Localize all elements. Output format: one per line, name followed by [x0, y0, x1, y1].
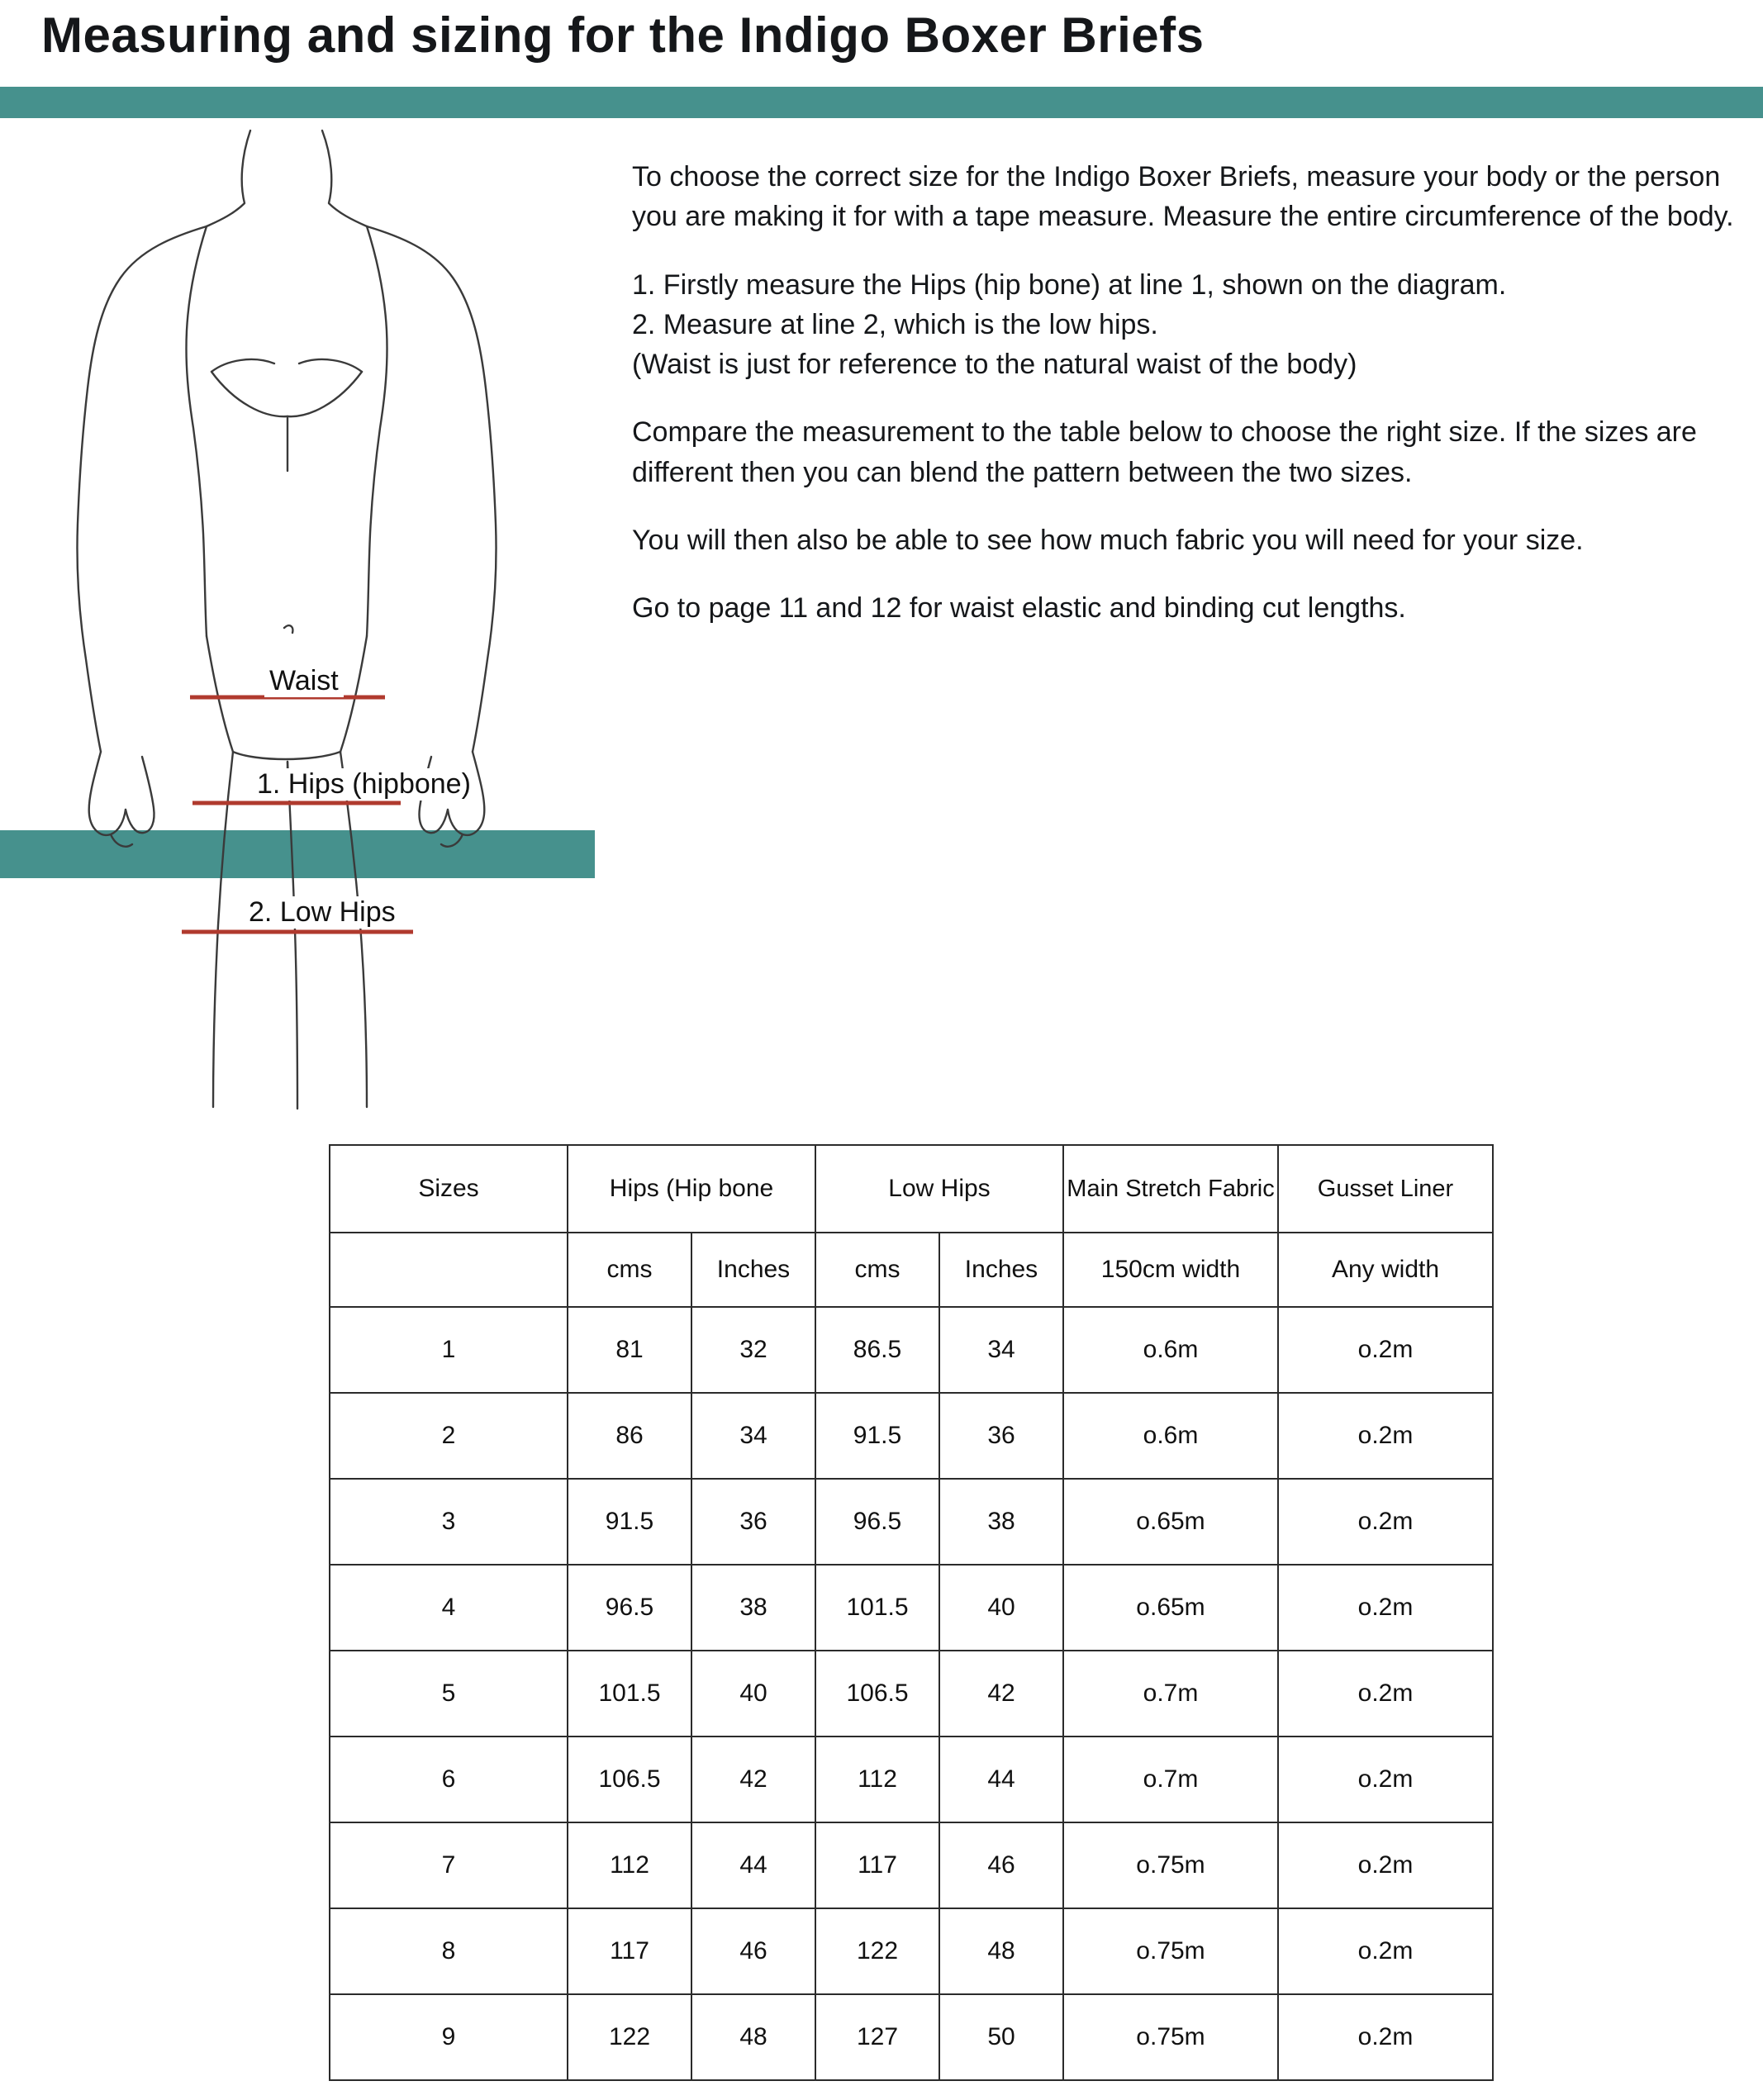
cell-gusset: o.2m: [1278, 1994, 1493, 2080]
cell-gusset: o.2m: [1278, 1479, 1493, 1565]
intro-step-2: 2. Measure at line 2, which is the low hips.: [632, 308, 1158, 340]
table-row: [330, 1393, 1493, 1479]
unit-hips-cms: cms: [568, 1233, 691, 1307]
cell-gusset: o.2m: [1278, 1393, 1493, 1479]
cell-low-hips-inches: 38: [939, 1479, 1063, 1565]
cell-hips-inches: 34: [691, 1393, 815, 1479]
cell-hips-inches: 46: [691, 1908, 815, 1994]
unit-fabric-width: 150cm width: [1063, 1233, 1278, 1307]
header-low-hips: Low Hips: [815, 1145, 1063, 1233]
header-gusset-liner: Gusset Liner: [1278, 1145, 1493, 1233]
table-row: [330, 1479, 1493, 1565]
header-sizes: Sizes: [330, 1145, 568, 1233]
cell-hips-cms: 81: [568, 1307, 691, 1393]
cell-low-hips-cms: 127: [815, 1994, 939, 2080]
unit-hips-inches: Inches: [691, 1233, 815, 1307]
cell-size: 9: [330, 1994, 568, 2080]
intro-paragraph-5: Go to page 11 and 12 for waist elastic and binding cut lengths.: [632, 592, 1406, 625]
size-table: [329, 1144, 1494, 2081]
table-body: [330, 1307, 1493, 2080]
body-measurement-diagram: [50, 124, 611, 1115]
cell-hips-inches: 36: [691, 1479, 815, 1565]
cell-fabric: o.6m: [1063, 1393, 1278, 1479]
cell-low-hips-cms: 96.5: [815, 1479, 939, 1565]
cell-hips-inches: 40: [691, 1651, 815, 1737]
table-row: [330, 1737, 1493, 1822]
waist-label: Waist: [264, 665, 344, 697]
cell-size: 8: [330, 1908, 568, 1994]
intro-paragraph-3: Compare the measurement to the table below to choose the right size. If the sizes are different then you can blend the pattern between the two sizes.: [632, 416, 1697, 488]
instructions-block: [632, 157, 1743, 656]
cell-low-hips-inches: 36: [939, 1393, 1063, 1479]
cell-size: 7: [330, 1822, 568, 1908]
cell-fabric: o.6m: [1063, 1307, 1278, 1393]
cell-gusset: o.2m: [1278, 1307, 1493, 1393]
low-hips-label: 2. Low Hips: [244, 896, 401, 929]
cell-hips-inches: 48: [691, 1994, 815, 2080]
table-row: [330, 1651, 1493, 1737]
intro-paragraph-4: You will then also be able to see how much fabric you will need for your size.: [632, 524, 1584, 556]
cell-fabric: o.7m: [1063, 1737, 1278, 1822]
cell-gusset: o.2m: [1278, 1822, 1493, 1908]
unit-low-hips-cms: cms: [815, 1233, 939, 1307]
cell-low-hips-cms: 91.5: [815, 1393, 939, 1479]
cell-low-hips-inches: 46: [939, 1822, 1063, 1908]
header-hips: Hips (Hip bone: [568, 1145, 815, 1233]
cell-fabric: o.65m: [1063, 1565, 1278, 1651]
intro-step-note: (Waist is just for reference to the natural waist of the body): [632, 349, 1357, 381]
cell-low-hips-inches: 50: [939, 1994, 1063, 2080]
cell-hips-cms: 96.5: [568, 1565, 691, 1651]
cell-fabric: o.75m: [1063, 1994, 1278, 2080]
cell-fabric: o.65m: [1063, 1479, 1278, 1565]
cell-hips-cms: 122: [568, 1994, 691, 2080]
cell-low-hips-cms: 122: [815, 1908, 939, 1994]
cell-fabric: o.75m: [1063, 1822, 1278, 1908]
unit-gusset-width: Any width: [1278, 1233, 1493, 1307]
cell-hips-inches: 32: [691, 1307, 815, 1393]
cell-low-hips-inches: 34: [939, 1307, 1063, 1393]
table-row: [330, 1908, 1493, 1994]
cell-hips-cms: 91.5: [568, 1479, 691, 1565]
table-row: [330, 1994, 1493, 2080]
cell-low-hips-cms: 106.5: [815, 1651, 939, 1737]
page-title: Measuring and sizing for the Indigo Boxer Briefs: [41, 7, 1205, 63]
cell-size: 5: [330, 1651, 568, 1737]
cell-gusset: o.2m: [1278, 1565, 1493, 1651]
cell-fabric: o.7m: [1063, 1651, 1278, 1737]
cell-fabric: o.75m: [1063, 1908, 1278, 1994]
cell-low-hips-inches: 44: [939, 1737, 1063, 1822]
cell-size: 6: [330, 1737, 568, 1822]
cell-size: 4: [330, 1565, 568, 1651]
table-row: [330, 1307, 1493, 1393]
table-header-row: [330, 1145, 1493, 1233]
hips-label: 1. Hips (hipbone): [252, 768, 476, 801]
cell-low-hips-cms: 101.5: [815, 1565, 939, 1651]
cell-low-hips-inches: 48: [939, 1908, 1063, 1994]
cell-hips-cms: 106.5: [568, 1737, 691, 1822]
cell-size: 2: [330, 1393, 568, 1479]
cell-hips-cms: 86: [568, 1393, 691, 1479]
cell-low-hips-cms: 86.5: [815, 1307, 939, 1393]
header-main-stretch-fabric: Main Stretch Fabric: [1063, 1145, 1278, 1233]
unit-sizes-empty: [330, 1233, 568, 1307]
body-figure-svg: [50, 124, 611, 1115]
cell-hips-cms: 101.5: [568, 1651, 691, 1737]
cell-gusset: o.2m: [1278, 1737, 1493, 1822]
accent-bar-top: [0, 87, 1763, 118]
cell-hips-inches: 42: [691, 1737, 815, 1822]
cell-hips-inches: 38: [691, 1565, 815, 1651]
cell-low-hips-cms: 112: [815, 1737, 939, 1822]
cell-size: 3: [330, 1479, 568, 1565]
table-row: [330, 1565, 1493, 1651]
table-row: [330, 1822, 1493, 1908]
cell-hips-cms: 112: [568, 1822, 691, 1908]
intro-step-1: 1. Firstly measure the Hips (hip bone) at line 1, shown on the diagram.: [632, 268, 1507, 301]
intro-paragraph-1: To choose the correct size for the Indigo Boxer Briefs, measure your body or the person you are making it for with a tape measure. Measure the entire circumference of the body.: [632, 161, 1734, 233]
cell-low-hips-cms: 117: [815, 1822, 939, 1908]
unit-low-hips-inches: Inches: [939, 1233, 1063, 1307]
cell-size: 1: [330, 1307, 568, 1393]
table-units-row: [330, 1233, 1493, 1307]
cell-gusset: o.2m: [1278, 1651, 1493, 1737]
cell-low-hips-inches: 42: [939, 1651, 1063, 1737]
cell-hips-inches: 44: [691, 1822, 815, 1908]
cell-hips-cms: 117: [568, 1908, 691, 1994]
cell-gusset: o.2m: [1278, 1908, 1493, 1994]
cell-low-hips-inches: 40: [939, 1565, 1063, 1651]
